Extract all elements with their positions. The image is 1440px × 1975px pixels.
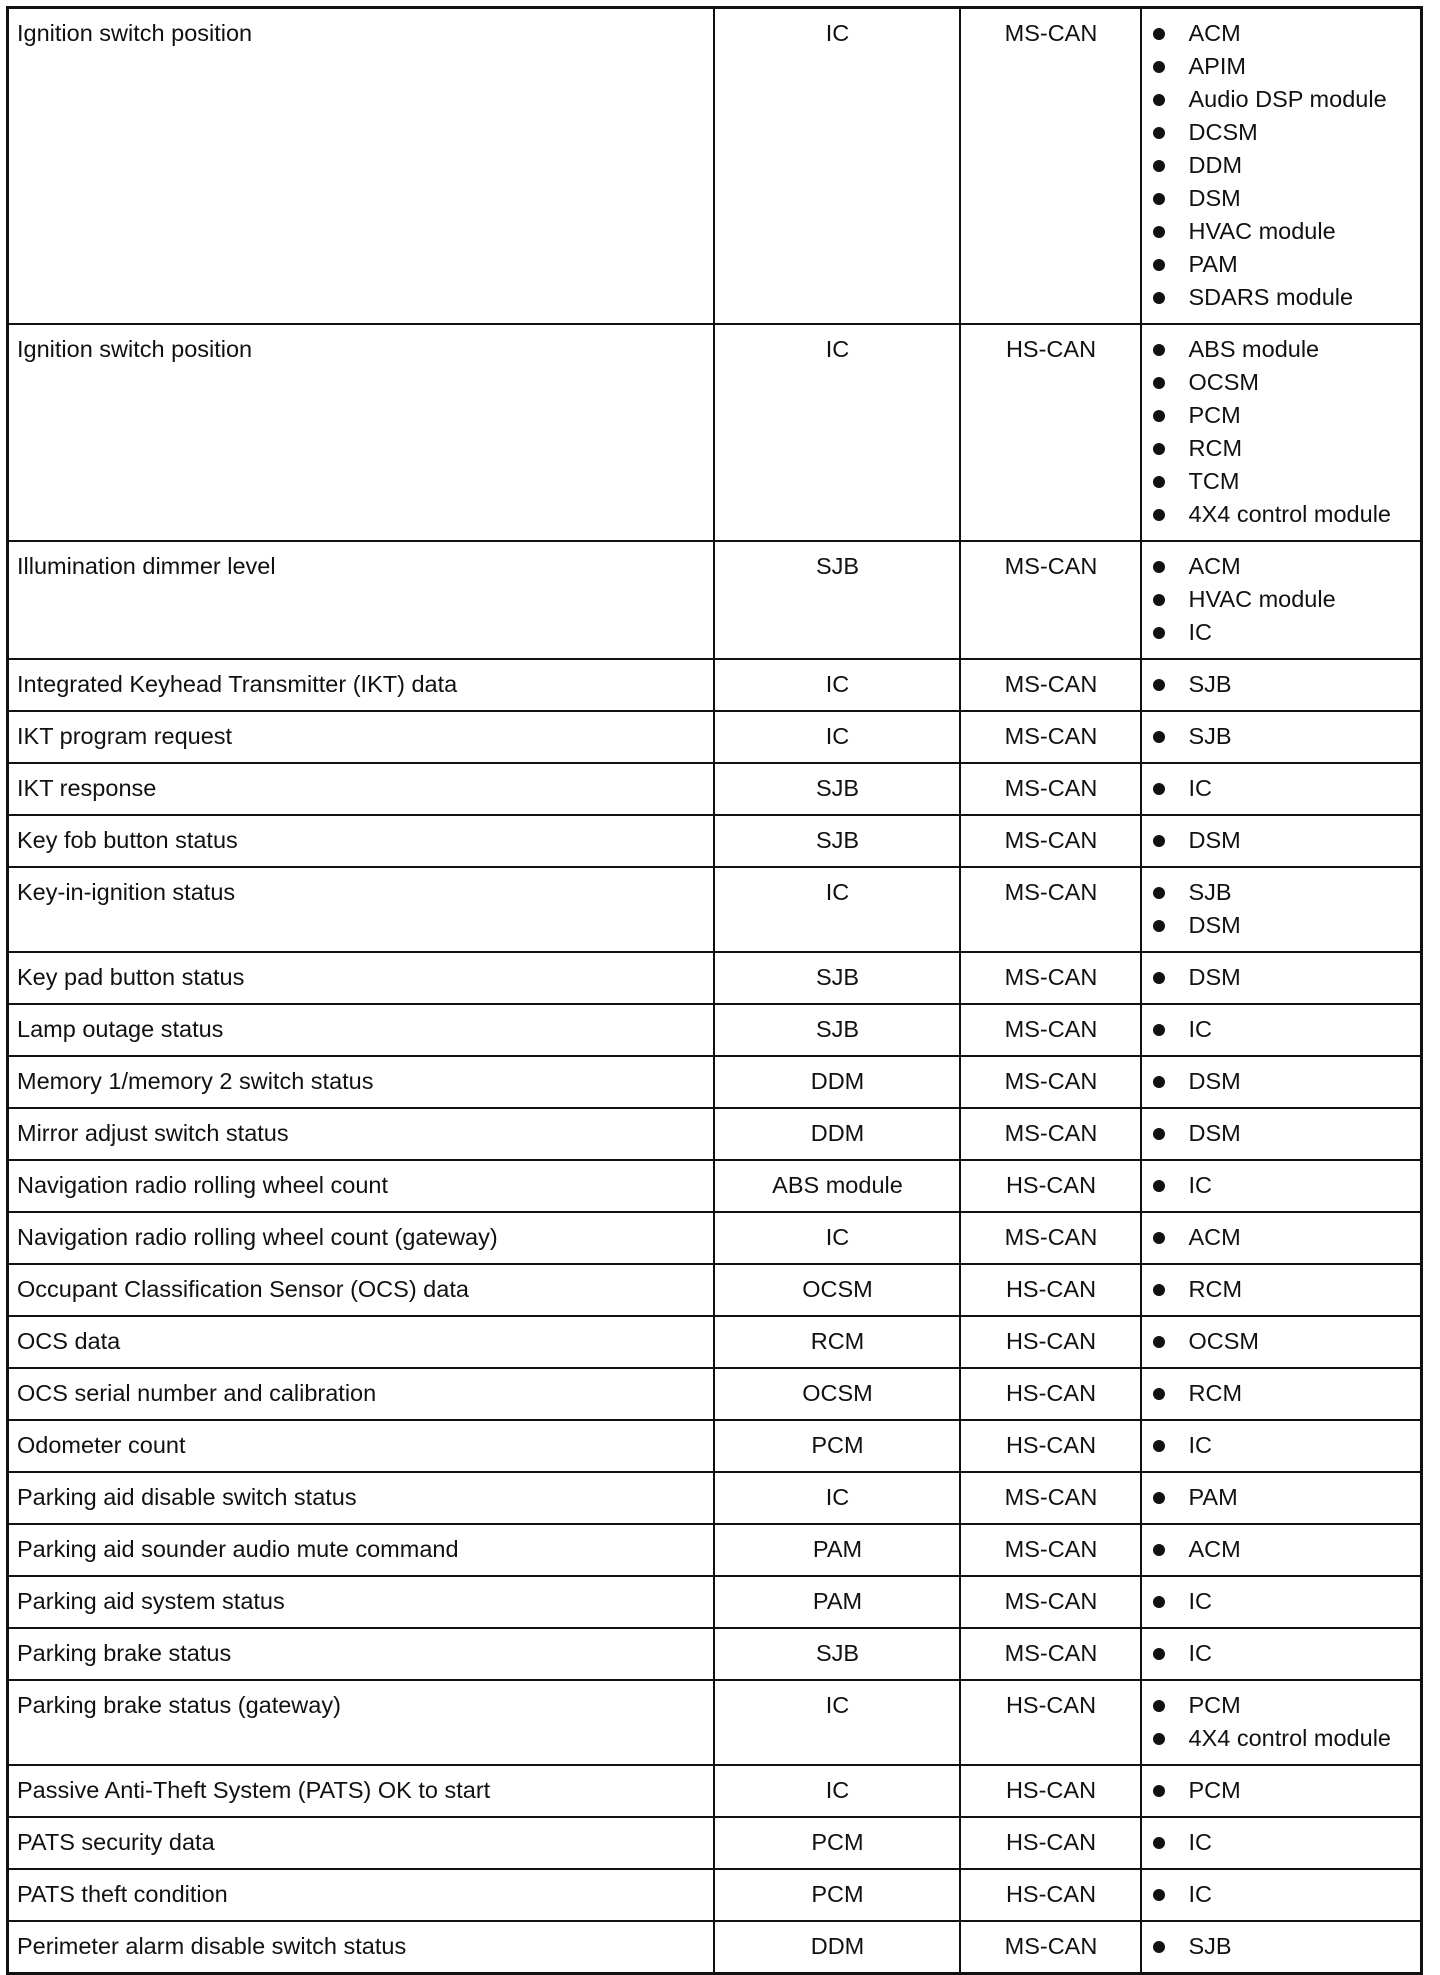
message-cell: Perimeter alarm disable switch status (8, 1921, 714, 1974)
receiver-label: APIM (1188, 53, 1246, 79)
message-cell: IKT program request (8, 711, 714, 763)
receiver-item (1150, 1065, 1415, 1098)
table-row (8, 1004, 1422, 1056)
receiver-item (1150, 1377, 1415, 1410)
receiver-item (1150, 399, 1415, 432)
originator-cell: DDM (714, 1056, 960, 1108)
network-cell: MS-CAN (960, 711, 1141, 763)
table-row (8, 1765, 1422, 1817)
receiver-item (1150, 1826, 1415, 1859)
receiver-list (1150, 1689, 1415, 1755)
receiver-label: ABS module (1188, 336, 1320, 362)
network-cell: HS-CAN (960, 1869, 1141, 1921)
receiver-list (1150, 1774, 1415, 1807)
receiver-label: SJB (1188, 1933, 1232, 1959)
receiver-list (1150, 876, 1415, 942)
receiver-list (1150, 1013, 1415, 1046)
receiver-item (1150, 616, 1415, 649)
bullet-icon (1153, 1492, 1165, 1504)
network-cell: MS-CAN (960, 8, 1141, 325)
originator-cell: DDM (714, 1108, 960, 1160)
receiver-label: PCM (1188, 1777, 1241, 1803)
receiver-item (1150, 149, 1415, 182)
bullet-icon (1153, 920, 1165, 932)
network-cell: MS-CAN (960, 1524, 1141, 1576)
bullet-icon (1153, 443, 1165, 455)
bullet-icon (1153, 1232, 1165, 1244)
bullet-icon (1153, 887, 1165, 899)
receiver-label: ACM (1188, 1224, 1241, 1250)
receiver-item (1150, 498, 1415, 531)
message-cell: Occupant Classification Sensor (OCS) data (8, 1264, 714, 1316)
network-cell: HS-CAN (960, 1765, 1141, 1817)
receiver-list (1150, 1481, 1415, 1514)
originator-cell: IC (714, 1472, 960, 1524)
table-row (8, 1316, 1422, 1368)
originator-cell: OCSM (714, 1368, 960, 1420)
table-row (8, 1628, 1422, 1680)
originator-cell: ABS module (714, 1160, 960, 1212)
originator-cell: PCM (714, 1817, 960, 1869)
receiver-label: PAM (1188, 251, 1238, 277)
bullet-icon (1153, 783, 1165, 795)
receiver-list (1150, 1429, 1415, 1462)
receiver-item (1150, 961, 1415, 994)
network-cell: MS-CAN (960, 1108, 1141, 1160)
receiver-list (1150, 17, 1415, 314)
originator-cell: DDM (714, 1921, 960, 1974)
receivers-cell (1141, 659, 1422, 711)
receiver-item (1150, 824, 1415, 857)
message-cell: Key fob button status (8, 815, 714, 867)
receiver-label: IC (1188, 1016, 1212, 1042)
receiver-label: DSM (1188, 912, 1241, 938)
message-cell: Memory 1/memory 2 switch status (8, 1056, 714, 1108)
network-cell: MS-CAN (960, 867, 1141, 952)
receiver-item (1150, 1169, 1415, 1202)
bullet-icon (1153, 1941, 1165, 1953)
receivers-cell (1141, 952, 1422, 1004)
bullet-icon (1153, 259, 1165, 271)
receiver-list (1150, 961, 1415, 994)
bullet-icon (1153, 28, 1165, 40)
receiver-list (1150, 1325, 1415, 1358)
receivers-cell (1141, 1921, 1422, 1974)
bullet-icon (1153, 94, 1165, 106)
receiver-label: IC (1188, 1588, 1212, 1614)
network-cell: MS-CAN (960, 1212, 1141, 1264)
message-cell: Key-in-ignition status (8, 867, 714, 952)
receiver-item (1150, 281, 1415, 314)
receiver-label: SJB (1188, 879, 1232, 905)
table-row (8, 711, 1422, 763)
network-cell: MS-CAN (960, 952, 1141, 1004)
receiver-item (1150, 366, 1415, 399)
originator-cell: IC (714, 659, 960, 711)
receiver-list (1150, 668, 1415, 701)
receivers-cell (1141, 1765, 1422, 1817)
receiver-item (1150, 772, 1415, 805)
receiver-list (1150, 1533, 1415, 1566)
receiver-label: HVAC module (1188, 586, 1336, 612)
receiver-label: RCM (1188, 435, 1243, 461)
receiver-item (1150, 215, 1415, 248)
receiver-label: IC (1188, 1881, 1212, 1907)
receiver-item (1150, 1533, 1415, 1566)
table-row (8, 1212, 1422, 1264)
receivers-cell (1141, 1420, 1422, 1472)
receiver-list (1150, 1878, 1415, 1911)
receivers-cell (1141, 1368, 1422, 1420)
receiver-label: DSM (1188, 964, 1241, 990)
message-cell: Illumination dimmer level (8, 541, 714, 659)
network-cell: MS-CAN (960, 1576, 1141, 1628)
receiver-item (1150, 182, 1415, 215)
bullet-icon (1153, 972, 1165, 984)
receiver-item (1150, 432, 1415, 465)
message-cell: Lamp outage status (8, 1004, 714, 1056)
receiver-item (1150, 248, 1415, 281)
receiver-list (1150, 1273, 1415, 1306)
receiver-label: SJB (1188, 671, 1232, 697)
receiver-item (1150, 583, 1415, 616)
receiver-item (1150, 1774, 1415, 1807)
bullet-icon (1153, 160, 1165, 172)
receiver-label: DSM (1188, 827, 1241, 853)
bullet-icon (1153, 627, 1165, 639)
table-row (8, 1576, 1422, 1628)
message-cell: Passive Anti-Theft System (PATS) OK to start (8, 1765, 714, 1817)
receiver-item (1150, 50, 1415, 83)
table-row (8, 1869, 1422, 1921)
message-cell: OCS serial number and calibration (8, 1368, 714, 1420)
receivers-cell (1141, 1160, 1422, 1212)
receiver-item (1150, 333, 1415, 366)
receivers-cell (1141, 324, 1422, 541)
receiver-label: DDM (1188, 152, 1243, 178)
receiver-label: HVAC module (1188, 218, 1336, 244)
receiver-label: PAM (1188, 1484, 1238, 1510)
receiver-label: DSM (1188, 1120, 1241, 1146)
receivers-cell (1141, 1264, 1422, 1316)
network-cell: HS-CAN (960, 1680, 1141, 1765)
receiver-label: PCM (1188, 1692, 1241, 1718)
receiver-label: RCM (1188, 1380, 1243, 1406)
bullet-icon (1153, 1128, 1165, 1140)
network-cell: HS-CAN (960, 1817, 1141, 1869)
receiver-list (1150, 720, 1415, 753)
receivers-cell (1141, 1869, 1422, 1921)
receiver-list (1150, 550, 1415, 649)
bullet-icon (1153, 410, 1165, 422)
network-cell: HS-CAN (960, 1160, 1141, 1212)
bullet-icon (1153, 1648, 1165, 1660)
originator-cell: SJB (714, 1004, 960, 1056)
receivers-cell (1141, 1004, 1422, 1056)
table-row (8, 1108, 1422, 1160)
table-row (8, 1817, 1422, 1869)
receiver-item (1150, 1429, 1415, 1462)
receiver-item (1150, 116, 1415, 149)
message-cell: Navigation radio rolling wheel count (8, 1160, 714, 1212)
message-cell: Parking aid disable switch status (8, 1472, 714, 1524)
network-message-table (6, 6, 1423, 1975)
originator-cell: IC (714, 324, 960, 541)
originator-cell: RCM (714, 1316, 960, 1368)
table-row (8, 1368, 1422, 1420)
receiver-item (1150, 1930, 1415, 1963)
message-cell: Parking brake status (8, 1628, 714, 1680)
receiver-item (1150, 1221, 1415, 1254)
receivers-cell (1141, 1056, 1422, 1108)
receiver-label: IC (1188, 1640, 1212, 1666)
bullet-icon (1153, 193, 1165, 205)
receiver-label: ACM (1188, 20, 1241, 46)
originator-cell: SJB (714, 952, 960, 1004)
receivers-cell (1141, 1108, 1422, 1160)
receivers-cell (1141, 711, 1422, 763)
receivers-cell (1141, 815, 1422, 867)
bullet-icon (1153, 731, 1165, 743)
originator-cell: SJB (714, 541, 960, 659)
originator-cell: SJB (714, 763, 960, 815)
receiver-item (1150, 720, 1415, 753)
originator-cell: IC (714, 8, 960, 325)
receivers-cell (1141, 8, 1422, 325)
bullet-icon (1153, 1700, 1165, 1712)
receiver-list (1150, 1377, 1415, 1410)
table-row (8, 952, 1422, 1004)
receiver-list (1150, 1585, 1415, 1618)
receivers-cell (1141, 1576, 1422, 1628)
bullet-icon (1153, 1024, 1165, 1036)
message-cell: Ignition switch position (8, 324, 714, 541)
receivers-cell (1141, 763, 1422, 815)
bullet-icon (1153, 679, 1165, 691)
receiver-item (1150, 1722, 1415, 1755)
receiver-label: IC (1188, 1829, 1212, 1855)
originator-cell: PCM (714, 1869, 960, 1921)
bullet-icon (1153, 1336, 1165, 1348)
receiver-list (1150, 1930, 1415, 1963)
receivers-cell (1141, 1628, 1422, 1680)
originator-cell: PCM (714, 1420, 960, 1472)
receiver-label: IC (1188, 1432, 1212, 1458)
receiver-label: ACM (1188, 1536, 1241, 1562)
receiver-item (1150, 465, 1415, 498)
message-cell: PATS security data (8, 1817, 714, 1869)
bullet-icon (1153, 344, 1165, 356)
originator-cell: IC (714, 1765, 960, 1817)
network-cell: HS-CAN (960, 1316, 1141, 1368)
bullet-icon (1153, 1180, 1165, 1192)
table-row (8, 763, 1422, 815)
receiver-item (1150, 17, 1415, 50)
message-cell: Navigation radio rolling wheel count (gateway) (8, 1212, 714, 1264)
table-row (8, 324, 1422, 541)
receiver-item (1150, 1637, 1415, 1670)
bullet-icon (1153, 835, 1165, 847)
network-cell: MS-CAN (960, 1921, 1141, 1974)
message-cell: OCS data (8, 1316, 714, 1368)
receiver-item (1150, 668, 1415, 701)
receiver-list (1150, 1221, 1415, 1254)
bullet-icon (1153, 1596, 1165, 1608)
receivers-cell (1141, 541, 1422, 659)
network-cell: HS-CAN (960, 1368, 1141, 1420)
message-cell: Mirror adjust switch status (8, 1108, 714, 1160)
receiver-label: PCM (1188, 402, 1241, 428)
receiver-label: 4X4 control module (1188, 501, 1391, 527)
receiver-label: SDARS module (1188, 284, 1354, 310)
table-row (8, 1160, 1422, 1212)
network-message-table-page (6, 6, 1420, 1975)
bullet-icon (1153, 1785, 1165, 1797)
message-cell: Key pad button status (8, 952, 714, 1004)
bullet-icon (1153, 377, 1165, 389)
table-row (8, 815, 1422, 867)
network-cell: HS-CAN (960, 324, 1141, 541)
table-row (8, 1264, 1422, 1316)
bullet-icon (1153, 1076, 1165, 1088)
receiver-item (1150, 909, 1415, 942)
bullet-icon (1153, 1544, 1165, 1556)
bullet-icon (1153, 1733, 1165, 1745)
receiver-label: SJB (1188, 723, 1232, 749)
originator-cell: PAM (714, 1524, 960, 1576)
receiver-item (1150, 1585, 1415, 1618)
originator-cell: IC (714, 1680, 960, 1765)
table-row (8, 1680, 1422, 1765)
message-cell: Integrated Keyhead Transmitter (IKT) data (8, 659, 714, 711)
table-row (8, 8, 1422, 325)
table-body (8, 8, 1422, 1974)
network-cell: MS-CAN (960, 1628, 1141, 1680)
bullet-icon (1153, 292, 1165, 304)
receivers-cell (1141, 1212, 1422, 1264)
table-row (8, 1472, 1422, 1524)
bullet-icon (1153, 61, 1165, 73)
bullet-icon (1153, 1889, 1165, 1901)
receiver-item (1150, 1481, 1415, 1514)
message-cell: Ignition switch position (8, 8, 714, 325)
network-cell: MS-CAN (960, 541, 1141, 659)
receivers-cell (1141, 1680, 1422, 1765)
bullet-icon (1153, 1284, 1165, 1296)
network-cell: MS-CAN (960, 815, 1141, 867)
message-cell: IKT response (8, 763, 714, 815)
receiver-label: DSM (1188, 1068, 1241, 1094)
receiver-item (1150, 83, 1415, 116)
network-cell: MS-CAN (960, 1056, 1141, 1108)
network-cell: MS-CAN (960, 1472, 1141, 1524)
receiver-list (1150, 1065, 1415, 1098)
originator-cell: PAM (714, 1576, 960, 1628)
receivers-cell (1141, 867, 1422, 952)
message-cell: Odometer count (8, 1420, 714, 1472)
receiver-label: DCSM (1188, 119, 1258, 145)
receiver-item (1150, 1325, 1415, 1358)
receivers-cell (1141, 1524, 1422, 1576)
receiver-list (1150, 1637, 1415, 1670)
table-row (8, 541, 1422, 659)
receivers-cell (1141, 1472, 1422, 1524)
receiver-item (1150, 1878, 1415, 1911)
receiver-list (1150, 333, 1415, 531)
receiver-label: TCM (1188, 468, 1240, 494)
receiver-label: Audio DSP module (1188, 86, 1387, 112)
originator-cell: SJB (714, 1628, 960, 1680)
bullet-icon (1153, 226, 1165, 238)
bullet-icon (1153, 1388, 1165, 1400)
receiver-label: 4X4 control module (1188, 1725, 1391, 1751)
receiver-label: ACM (1188, 553, 1241, 579)
table-row (8, 867, 1422, 952)
receiver-list (1150, 824, 1415, 857)
network-cell: MS-CAN (960, 1004, 1141, 1056)
receiver-label: IC (1188, 1172, 1212, 1198)
bullet-icon (1153, 476, 1165, 488)
receiver-item (1150, 550, 1415, 583)
receivers-cell (1141, 1817, 1422, 1869)
bullet-icon (1153, 561, 1165, 573)
bullet-icon (1153, 1837, 1165, 1849)
originator-cell: IC (714, 1212, 960, 1264)
receiver-item (1150, 876, 1415, 909)
receiver-label: IC (1188, 775, 1212, 801)
message-cell: Parking aid sounder audio mute command (8, 1524, 714, 1576)
bullet-icon (1153, 594, 1165, 606)
bullet-icon (1153, 127, 1165, 139)
table-row (8, 1921, 1422, 1974)
originator-cell: SJB (714, 815, 960, 867)
receiver-list (1150, 1826, 1415, 1859)
network-cell: MS-CAN (960, 763, 1141, 815)
message-cell: Parking aid system status (8, 1576, 714, 1628)
receiver-label: OCSM (1188, 1328, 1259, 1354)
receiver-list (1150, 1169, 1415, 1202)
network-cell: HS-CAN (960, 1420, 1141, 1472)
bullet-icon (1153, 1440, 1165, 1452)
receiver-item (1150, 1273, 1415, 1306)
receiver-label: OCSM (1188, 369, 1259, 395)
network-cell: MS-CAN (960, 659, 1141, 711)
table-row (8, 659, 1422, 711)
receiver-item (1150, 1117, 1415, 1150)
message-cell: PATS theft condition (8, 1869, 714, 1921)
receiver-item (1150, 1689, 1415, 1722)
table-row (8, 1524, 1422, 1576)
receivers-cell (1141, 1316, 1422, 1368)
receiver-list (1150, 1117, 1415, 1150)
table-row (8, 1056, 1422, 1108)
bullet-icon (1153, 509, 1165, 521)
originator-cell: OCSM (714, 1264, 960, 1316)
table-row (8, 1420, 1422, 1472)
receiver-label: DSM (1188, 185, 1241, 211)
receiver-list (1150, 772, 1415, 805)
message-cell: Parking brake status (gateway) (8, 1680, 714, 1765)
receiver-label: IC (1188, 619, 1212, 645)
originator-cell: IC (714, 711, 960, 763)
originator-cell: IC (714, 867, 960, 952)
receiver-label: RCM (1188, 1276, 1243, 1302)
network-cell: HS-CAN (960, 1264, 1141, 1316)
receiver-item (1150, 1013, 1415, 1046)
